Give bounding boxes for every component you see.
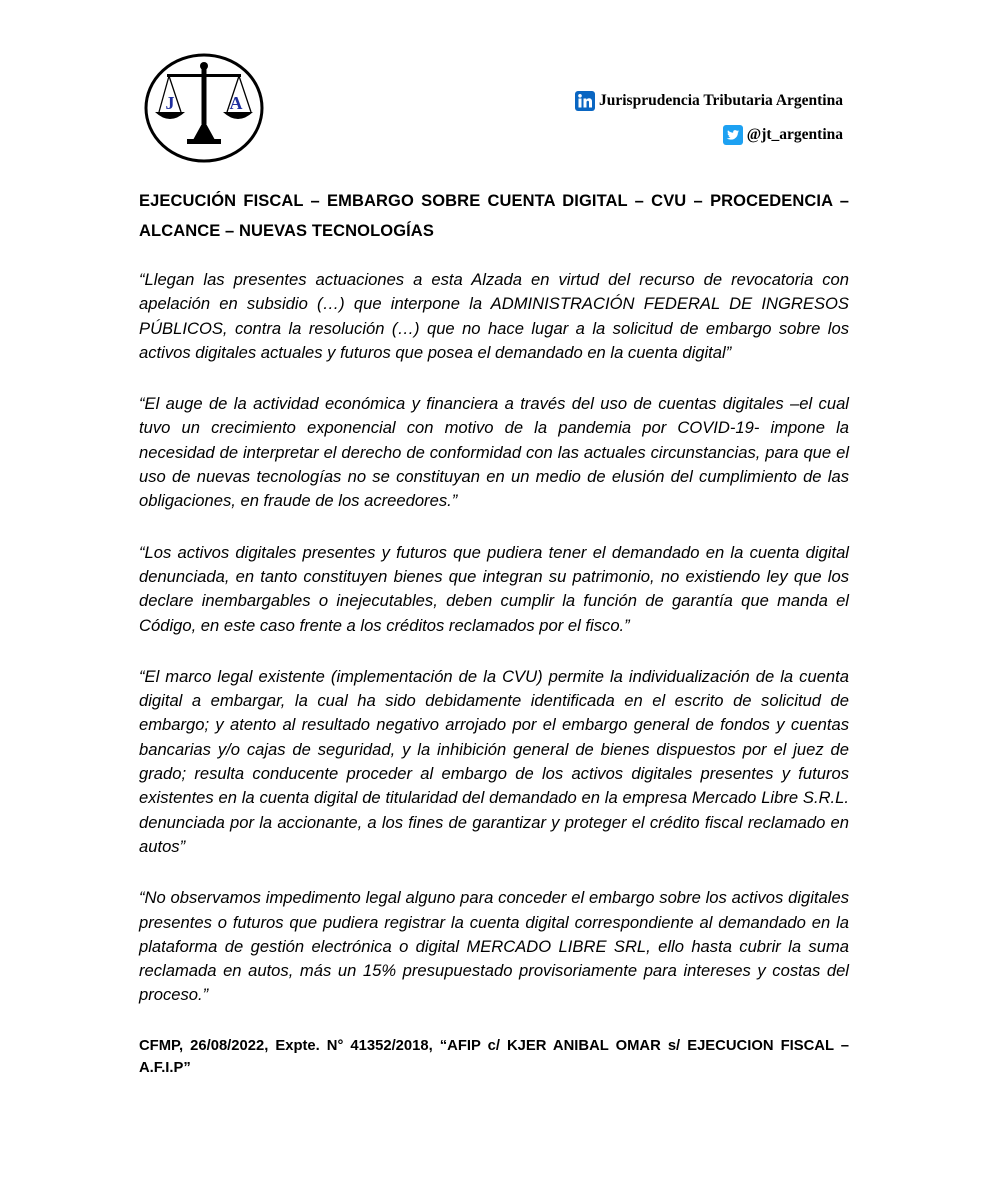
linkedin-link[interactable] <box>575 90 843 112</box>
twitter-link[interactable] <box>575 124 843 146</box>
scales-of-justice-icon <box>143 52 265 164</box>
quote-paragraph: “El auge de la actividad económica y financiera a través del uso de cuentas digitales –el cual tuvo un crecimiento exponencial con motivo de la pandemia por COVID-19- impone la necesidad de interpretar el derecho de conformidad con las actuales circunstancias, para que el uso de nuevas tecnologías no se constituyan en un medio de elusión del cumplimiento de las obligaciones, en fraude de los acreedores.” <box>139 394 849 511</box>
quote-paragraph: “El marco legal existente (implementación de la CVU) permite la individualización de la cuenta digital a embargar, la cual ha sido debidamente identificada en el escrito de solicitud de embargo; y atento al resultado negativo arrojado por el embargo general de fondos y cuentas bancarias y/o cajas de seguridad, y la inhibición general de bienes dispuestos por el juez de grado; resulta conducente proceder al embargo de los activos digitales presentes y futuros existentes en la cuenta digital de titularidad del demandado en la empresa Mercado Libre S.R.L. denunciada por la accionante, a los fines de garantizar y proteger el crédito fiscal reclamado en autos” <box>139 666 849 856</box>
quote-paragraph: “No observamos impedimento legal alguno para conceder el embargo sobre los activos digitales presentes o futuros que pudiera registrar la cuenta digital correspondiente al demandado en la plataforma de gestión electrónica o digital MERCADO LIBRE SRL, ello hasta cubrir la suma reclamada en autos, más un 15% presupuestado provisoriamente para intereses y costas del proceso.” <box>139 888 849 1005</box>
logo <box>143 52 265 164</box>
twitter-handle: @jt_argentina <box>746 126 843 143</box>
logo-letter-j: J <box>165 93 175 113</box>
document-heading: EJECUCIÓN FISCAL – EMBARGO SOBRE CUENTA DIGITAL – CVU – PROCEDENCIA – ALCANCE – NUEVAS TECNOLOGÍAS <box>139 192 849 240</box>
quote-paragraph: “Llegan las presentes actuaciones a esta Alzada en virtud del recurso de revocatoria con apelación en subsidio (…) que interpone la ADMINISTRACIÓN FEDERAL DE INGRESOS PÚBLICOS, contra la resolución (…) que no hace lugar a la solicitud de embargo sobre los activos digitales actuales y futuros que posea el demandado en la cuenta digital” <box>139 270 849 362</box>
linkedin-icon <box>575 91 595 111</box>
social-links <box>575 90 843 146</box>
logo-letter-a: A <box>229 93 243 113</box>
case-citation: CFMP, 26/08/2022, Expte. N° 41352/2018, “AFIP c/ KJER ANIBAL OMAR s/ EJECUCION FISCAL – A.F.I.P” <box>139 1037 849 1076</box>
twitter-icon <box>723 125 743 145</box>
quote-paragraph: “Los activos digitales presentes y futuros que pudiera tener el demandado en la cuenta digital denunciada, en tanto constituyen bienes que integran su patrimonio, no existiendo ley que los declare inembargables o inejecutables, deben cumplir la función de garantía que manda el Código, en este caso frente a los créditos reclamados por el fisco.” <box>139 542 849 635</box>
document-body <box>139 186 849 1079</box>
linkedin-handle: Jurisprudencia Tributaria Argentina <box>598 92 843 109</box>
